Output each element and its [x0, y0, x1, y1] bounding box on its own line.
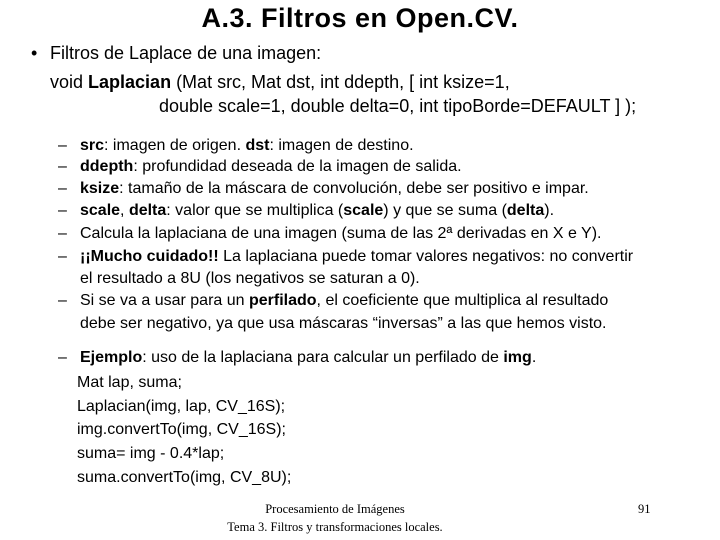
list-item-warning — [80, 248, 633, 266]
function-signature-line1 — [50, 72, 510, 93]
desc-scale-delta-3: ). — [544, 202, 555, 219]
list-item-dash: – — [58, 248, 67, 265]
list-item-ddepth — [80, 158, 462, 176]
footer-topic: Tema 3. Filtros y transformaciones locales. — [227, 520, 443, 534]
desc-scale-delta: : valor que se multiplica ( — [166, 202, 344, 219]
term-src: src — [80, 137, 105, 154]
example-dash: – — [58, 349, 67, 366]
term-ddepth: ddepth — [80, 158, 134, 175]
bullet-heading: Filtros de Laplace de una imagen: — [50, 43, 322, 63]
example-period: . — [531, 349, 537, 366]
desc-ddepth: : profundidad deseada de la imagen de salida. — [133, 158, 462, 175]
desc-src: : imagen de origen. — [104, 137, 246, 154]
term-ksize: ksize — [80, 180, 120, 197]
footer-course: Procesamiento de Imágenes — [265, 502, 405, 516]
term-dst: dst — [245, 137, 270, 154]
list-item-perfilado — [80, 292, 608, 310]
perfilado-text-2: , el coeficiente que multiplica al resultado — [316, 292, 609, 309]
desc-dst: : imagen de destino. — [269, 137, 414, 154]
list-item-dash: – — [58, 137, 67, 154]
example-text: : uso de la laplaciana para calcular un perfilado de — [142, 349, 504, 366]
term-scale-inline: scale — [343, 202, 384, 219]
perfilado-text-1: Si se va a usar para un — [80, 292, 249, 309]
desc-scale-delta-2: ) y que se suma ( — [383, 202, 507, 219]
example-heading — [80, 349, 536, 367]
code-line: img.convertTo(img, CV_16S); — [77, 421, 286, 438]
list-item-dash: – — [58, 292, 67, 309]
signature-prefix: void — [50, 72, 89, 92]
code-line: suma.convertTo(img, CV_8U); — [77, 469, 292, 486]
bullet-marker: • — [31, 43, 38, 63]
list-item-dash: – — [58, 180, 67, 197]
list-item-src-dst — [80, 137, 414, 155]
code-line: Mat lap, suma; — [77, 374, 182, 391]
separator-text: , — [120, 202, 129, 219]
list-item-perfilado-line2: debe ser negativo, ya que usa máscaras “inversas” a las que hemos visto. — [80, 315, 607, 332]
example-img: img — [503, 349, 532, 366]
desc-ksize: : tamaño de la máscara de convolución, debe ser positivo e impar. — [119, 180, 589, 197]
term-perfilado: perfilado — [248, 292, 317, 309]
page-number: 91 — [638, 502, 651, 516]
list-item-dash: – — [58, 158, 67, 175]
code-line: suma= img - 0.4*lap; — [77, 445, 225, 462]
list-item-dash: – — [58, 202, 67, 219]
term-delta-inline: delta — [506, 202, 545, 219]
warning-label: ¡¡Mucho cuidado!! — [80, 248, 219, 265]
term-scale: scale — [80, 202, 121, 219]
signature-params-1: (Mat src, Mat dst, int ddepth, [ int ksize=1, — [171, 72, 510, 92]
term-delta: delta — [128, 202, 167, 219]
example-label: Ejemplo — [80, 349, 143, 366]
list-item-scale-delta — [80, 202, 554, 220]
list-item-warning-line2: el resultado a 8U (los negativos se saturan a 0). — [80, 270, 420, 287]
function-signature-line2: double scale=1, double delta=0, int tipoBorde=DEFAULT ] ); — [159, 96, 637, 116]
signature-function-name: Laplacian — [88, 72, 172, 92]
code-line: Laplacian(img, lap, CV_16S); — [77, 398, 286, 415]
list-item-ksize — [80, 180, 589, 198]
list-item-dash: – — [58, 225, 67, 242]
slide-title: A.3. Filtros en Open.CV. — [201, 3, 519, 33]
list-item-laplacian: Calcula la laplaciana de una imagen (suma de las 2ª derivadas en X e Y). — [80, 225, 602, 242]
warning-text: La laplaciana puede tomar valores negativos: no convertir — [218, 248, 634, 265]
